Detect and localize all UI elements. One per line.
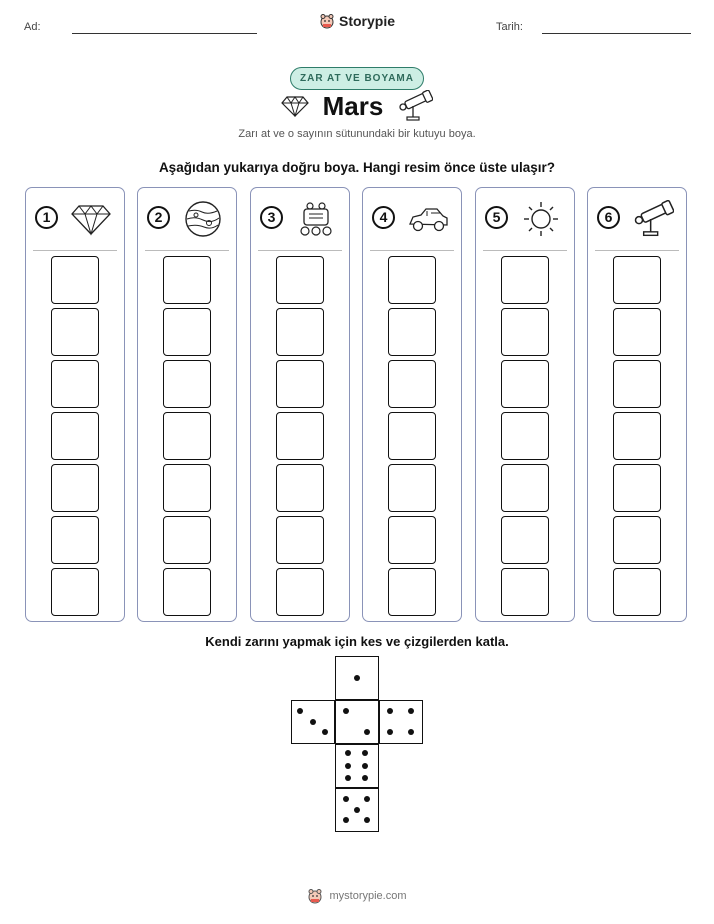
title-row xyxy=(0,90,714,122)
color-box[interactable] xyxy=(276,360,324,408)
color-box[interactable] xyxy=(276,464,324,512)
color-box[interactable] xyxy=(613,516,661,564)
dice-pip xyxy=(343,708,349,714)
name-label: Ad: xyxy=(24,21,41,33)
dice-pip xyxy=(362,750,368,756)
color-box[interactable] xyxy=(613,360,661,408)
storypie-mascot-icon xyxy=(307,888,323,904)
instruction: Aşağıdan yukarıya doğru boya. Hangi resim önce üste ulaşır? xyxy=(158,160,556,175)
dice-face-6 xyxy=(335,744,379,788)
color-box[interactable] xyxy=(276,412,324,460)
color-box[interactable] xyxy=(501,256,549,304)
color-box[interactable] xyxy=(51,256,99,304)
car-icon xyxy=(407,200,449,238)
column-divider xyxy=(258,250,342,251)
color-box[interactable] xyxy=(501,516,549,564)
color-box[interactable] xyxy=(51,308,99,356)
dice-face-3 xyxy=(291,700,335,744)
color-box[interactable] xyxy=(501,568,549,616)
dice-pip xyxy=(408,708,414,714)
brand-logo xyxy=(0,13,714,29)
footer xyxy=(0,888,714,904)
color-box[interactable] xyxy=(163,568,211,616)
activity-badge xyxy=(0,67,714,90)
telescope-icon xyxy=(397,90,433,122)
column-number: 4 xyxy=(372,206,395,229)
color-box[interactable] xyxy=(388,464,436,512)
dice-face-5 xyxy=(335,788,379,832)
column-5 xyxy=(475,187,575,622)
column-header xyxy=(588,188,686,250)
color-box[interactable] xyxy=(501,464,549,512)
color-box[interactable] xyxy=(163,516,211,564)
color-box[interactable] xyxy=(388,256,436,304)
footer-url: mystorypie.com xyxy=(329,890,407,902)
column-number: 5 xyxy=(485,206,508,229)
diamond-icon xyxy=(70,200,112,238)
dice-pip xyxy=(345,750,351,756)
column-6 xyxy=(587,187,687,622)
dice-pip xyxy=(343,796,349,802)
color-box[interactable] xyxy=(613,308,661,356)
dice-face-4 xyxy=(379,700,423,744)
rover-icon xyxy=(295,200,337,238)
column-number: 2 xyxy=(147,206,170,229)
column-number: 1 xyxy=(35,206,58,229)
dice-pip xyxy=(297,708,303,714)
color-box[interactable] xyxy=(501,360,549,408)
color-box[interactable] xyxy=(501,308,549,356)
column-header xyxy=(138,188,236,250)
color-box[interactable] xyxy=(501,412,549,460)
color-box[interactable] xyxy=(276,256,324,304)
dice-pip xyxy=(364,796,370,802)
activity-badge-text: ZAR AT VE BOYAMA xyxy=(290,67,424,90)
dice-pip xyxy=(345,775,351,781)
color-box[interactable] xyxy=(163,308,211,356)
color-box[interactable] xyxy=(51,360,99,408)
color-box[interactable] xyxy=(276,308,324,356)
date-label: Tarih: xyxy=(496,21,523,33)
column-header xyxy=(26,188,124,250)
color-box[interactable] xyxy=(388,568,436,616)
diamond-icon xyxy=(281,95,309,117)
color-box[interactable] xyxy=(388,412,436,460)
column-divider xyxy=(483,250,567,251)
column-divider xyxy=(595,250,679,251)
column-number: 6 xyxy=(597,206,620,229)
name-line[interactable] xyxy=(72,33,257,34)
color-box[interactable] xyxy=(613,568,661,616)
column-divider xyxy=(33,250,117,251)
dice-pip xyxy=(310,719,316,725)
column-4 xyxy=(362,187,462,622)
dice-pip xyxy=(322,729,328,735)
color-box[interactable] xyxy=(388,308,436,356)
color-box[interactable] xyxy=(51,412,99,460)
column-3 xyxy=(250,187,350,622)
date-line[interactable] xyxy=(542,33,691,34)
column-2 xyxy=(137,187,237,622)
color-box[interactable] xyxy=(163,412,211,460)
dice-face-1 xyxy=(335,656,379,700)
dice-pip xyxy=(387,729,393,735)
telescope-icon xyxy=(632,200,674,238)
page-title: Mars xyxy=(322,90,384,121)
color-box[interactable] xyxy=(51,568,99,616)
dice-face-2 xyxy=(335,700,379,744)
dice-pip xyxy=(345,763,351,769)
column-header xyxy=(251,188,349,250)
color-box[interactable] xyxy=(51,516,99,564)
color-box[interactable] xyxy=(163,360,211,408)
dice-pip xyxy=(362,775,368,781)
dice-pip xyxy=(362,763,368,769)
dice-pip xyxy=(343,817,349,823)
dice-caption: Kendi zarını yapmak için kes ve çizgilerden katla. xyxy=(205,634,509,649)
subtitle: Zarı at ve o sayının sütunundaki bir kutuyu boya. xyxy=(238,128,476,140)
column-header xyxy=(363,188,461,250)
dice-pip xyxy=(364,729,370,735)
color-box[interactable] xyxy=(276,516,324,564)
mars-planet-icon xyxy=(182,200,224,238)
color-box[interactable] xyxy=(613,256,661,304)
column-1 xyxy=(25,187,125,622)
dice-pip xyxy=(364,817,370,823)
storypie-mascot-icon xyxy=(319,13,335,29)
color-box[interactable] xyxy=(276,568,324,616)
color-box[interactable] xyxy=(51,464,99,512)
column-header xyxy=(476,188,574,250)
column-number: 3 xyxy=(260,206,283,229)
brand-name: Storypie xyxy=(338,13,395,29)
dice-pip xyxy=(354,807,360,813)
color-box[interactable] xyxy=(163,464,211,512)
color-box[interactable] xyxy=(388,516,436,564)
column-divider xyxy=(145,250,229,251)
column-divider xyxy=(370,250,454,251)
dice-pip xyxy=(408,729,414,735)
color-box[interactable] xyxy=(163,256,211,304)
color-box[interactable] xyxy=(613,412,661,460)
dice-pip xyxy=(387,708,393,714)
sun-icon xyxy=(520,200,562,238)
color-box[interactable] xyxy=(613,464,661,512)
color-box[interactable] xyxy=(388,360,436,408)
dice-pip xyxy=(354,675,360,681)
